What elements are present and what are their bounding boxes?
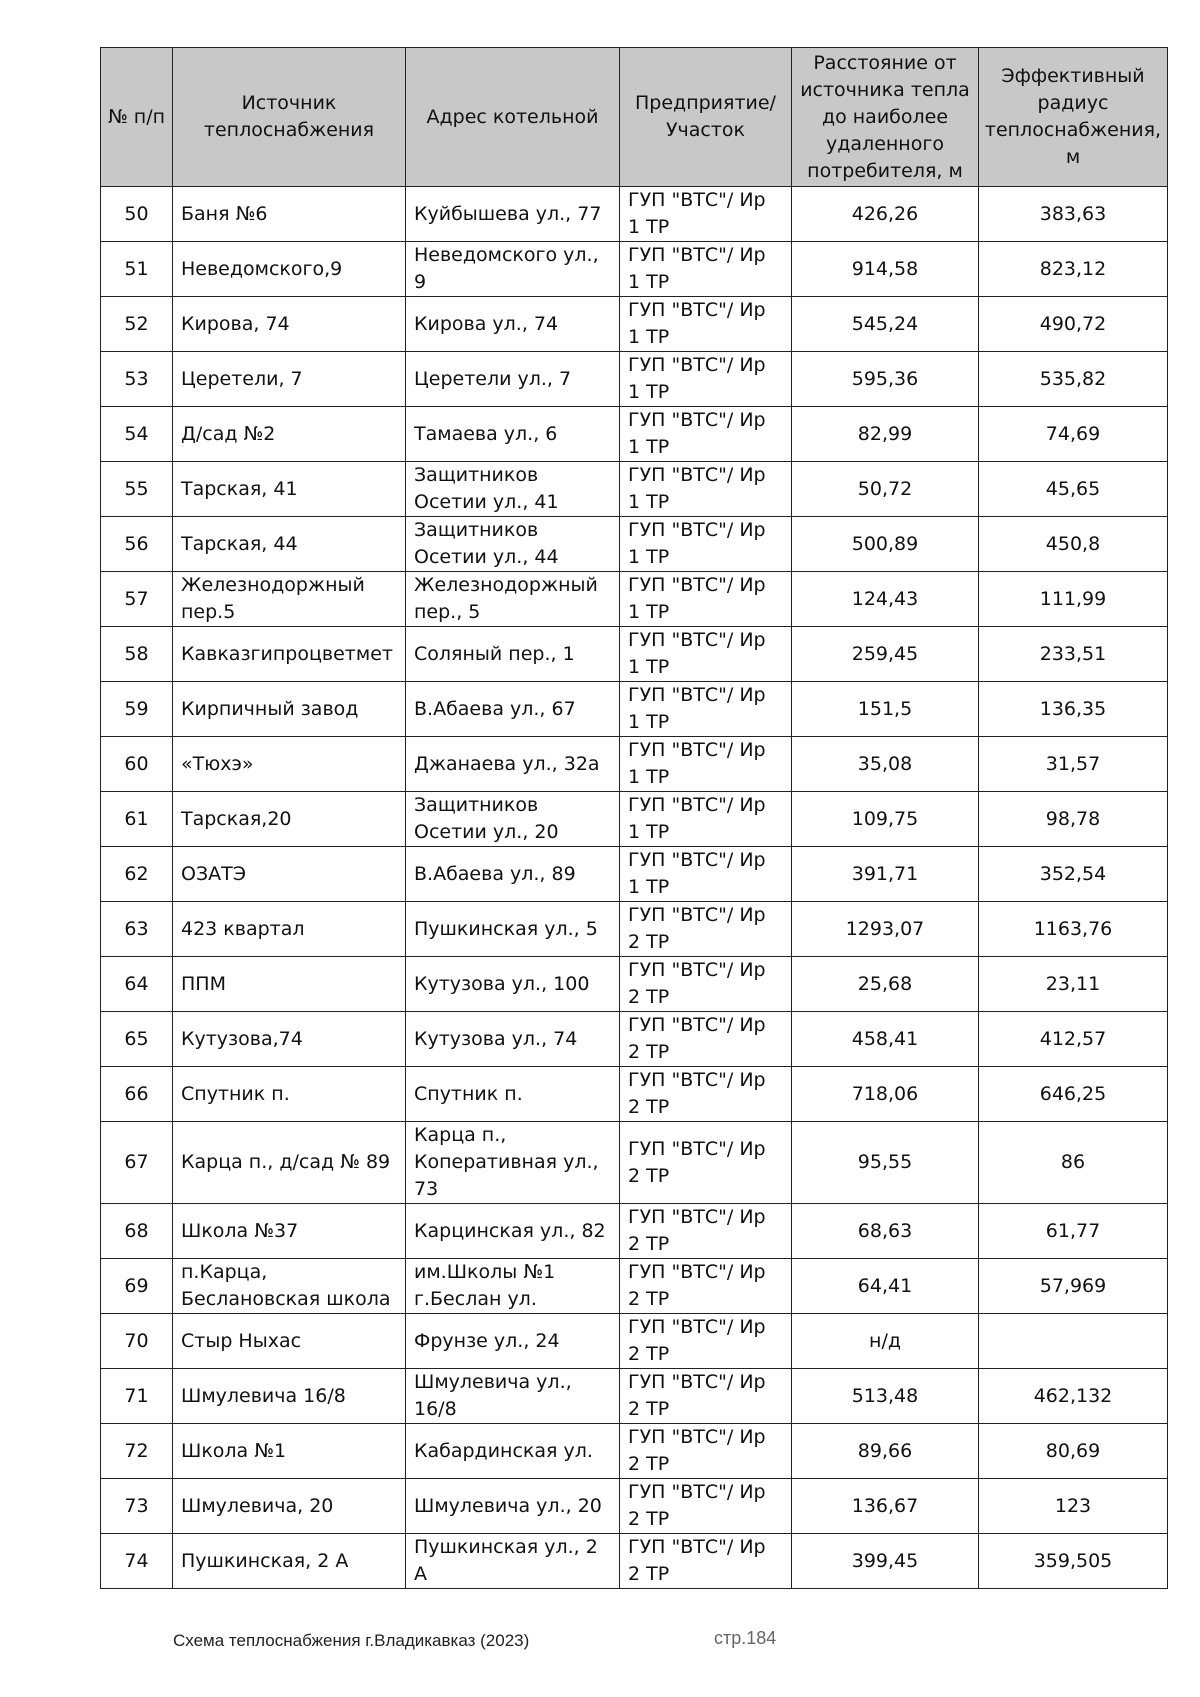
cell-effective-radius: 136,35 xyxy=(979,682,1168,737)
cell-company-section: ГУП "ВТС"/ Ир 2 ТР xyxy=(620,1012,792,1067)
cell-company-section: ГУП "ВТС"/ Ир 1 ТР xyxy=(620,242,792,297)
header-radius: Эффективный радиус теплоснабжения, м xyxy=(979,48,1168,187)
cell-row-number: 69 xyxy=(101,1259,173,1314)
cell-company-section: ГУП "ВТС"/ Ир 2 ТР xyxy=(620,1369,792,1424)
cell-row-number: 64 xyxy=(101,957,173,1012)
cell-max-distance: 259,45 xyxy=(792,627,979,682)
cell-company-section: ГУП "ВТС"/ Ир 1 ТР xyxy=(620,187,792,242)
cell-boiler-address: Тамаева ул., 6 xyxy=(406,407,620,462)
header-company: Предприятие/ Участок xyxy=(620,48,792,187)
cell-boiler-address: Спутник п. xyxy=(406,1067,620,1122)
cell-boiler-address: Джанаева ул., 32а xyxy=(406,737,620,792)
cell-max-distance: 50,72 xyxy=(792,462,979,517)
table-row xyxy=(101,242,1168,297)
cell-effective-radius: 111,99 xyxy=(979,572,1168,627)
table-row xyxy=(101,352,1168,407)
cell-max-distance: 500,89 xyxy=(792,517,979,572)
header-address: Адрес котельной xyxy=(406,48,620,187)
cell-max-distance: 426,26 xyxy=(792,187,979,242)
cell-heat-source: Тарская, 44 xyxy=(173,517,406,572)
cell-effective-radius: 233,51 xyxy=(979,627,1168,682)
cell-heat-source: Стыр Ныхас xyxy=(173,1314,406,1369)
cell-company-section: ГУП "ВТС"/ Ир 1 ТР xyxy=(620,627,792,682)
cell-boiler-address: Карцинская ул., 82 xyxy=(406,1204,620,1259)
cell-boiler-address: Шмулевича ул., 20 xyxy=(406,1479,620,1534)
cell-company-section: ГУП "ВТС"/ Ир 2 ТР xyxy=(620,957,792,1012)
heat-supply-table-container xyxy=(100,47,1168,1589)
cell-company-section: ГУП "ВТС"/ Ир 1 ТР xyxy=(620,792,792,847)
cell-heat-source: Пушкинская, 2 А xyxy=(173,1534,406,1589)
cell-company-section: ГУП "ВТС"/ Ир 2 ТР xyxy=(620,1067,792,1122)
table-row xyxy=(101,682,1168,737)
cell-max-distance: 95,55 xyxy=(792,1122,979,1204)
table-row xyxy=(101,572,1168,627)
cell-boiler-address: Защитников Осетии ул., 44 xyxy=(406,517,620,572)
cell-row-number: 58 xyxy=(101,627,173,682)
cell-row-number: 59 xyxy=(101,682,173,737)
table-row xyxy=(101,1122,1168,1204)
cell-company-section: ГУП "ВТС"/ Ир 1 ТР xyxy=(620,847,792,902)
cell-company-section: ГУП "ВТС"/ Ир 1 ТР xyxy=(620,682,792,737)
cell-max-distance: 64,41 xyxy=(792,1259,979,1314)
cell-heat-source: Неведомского,9 xyxy=(173,242,406,297)
table-row xyxy=(101,792,1168,847)
cell-effective-radius: 352,54 xyxy=(979,847,1168,902)
cell-boiler-address: Кирова ул., 74 xyxy=(406,297,620,352)
cell-max-distance: 151,5 xyxy=(792,682,979,737)
table-row xyxy=(101,957,1168,1012)
cell-max-distance: 399,45 xyxy=(792,1534,979,1589)
cell-effective-radius: 123 xyxy=(979,1479,1168,1534)
cell-row-number: 50 xyxy=(101,187,173,242)
cell-company-section: ГУП "ВТС"/ Ир 2 ТР xyxy=(620,902,792,957)
header-number: № п/п xyxy=(101,48,173,187)
table-row xyxy=(101,1259,1168,1314)
table-row xyxy=(101,1067,1168,1122)
cell-effective-radius: 57,969 xyxy=(979,1259,1168,1314)
cell-heat-source: Церетели, 7 xyxy=(173,352,406,407)
cell-row-number: 57 xyxy=(101,572,173,627)
cell-max-distance: 595,36 xyxy=(792,352,979,407)
cell-max-distance: н/д xyxy=(792,1314,979,1369)
cell-boiler-address: Кутузова ул., 74 xyxy=(406,1012,620,1067)
cell-row-number: 72 xyxy=(101,1424,173,1479)
table-row xyxy=(101,902,1168,957)
cell-effective-radius: 1163,76 xyxy=(979,902,1168,957)
cell-boiler-address: Куйбышева ул., 77 xyxy=(406,187,620,242)
cell-boiler-address: Соляный пер., 1 xyxy=(406,627,620,682)
cell-row-number: 66 xyxy=(101,1067,173,1122)
cell-company-section: ГУП "ВТС"/ Ир 2 ТР xyxy=(620,1479,792,1534)
table-row xyxy=(101,1479,1168,1534)
table-row xyxy=(101,462,1168,517)
header-distance: Расстояние от источника тепла до наиболее удаленного потребителя, м xyxy=(792,48,979,187)
cell-row-number: 65 xyxy=(101,1012,173,1067)
heat-supply-table xyxy=(100,47,1168,1589)
cell-max-distance: 545,24 xyxy=(792,297,979,352)
cell-effective-radius: 383,63 xyxy=(979,187,1168,242)
cell-heat-source: п.Карца, Беслановская школа xyxy=(173,1259,406,1314)
cell-boiler-address: Пушкинская ул., 5 xyxy=(406,902,620,957)
table-row xyxy=(101,1424,1168,1479)
cell-heat-source: Карца п., д/сад № 89 xyxy=(173,1122,406,1204)
cell-boiler-address: им.Школы №1 г.Беслан ул. xyxy=(406,1259,620,1314)
cell-company-section: ГУП "ВТС"/ Ир 2 ТР xyxy=(620,1314,792,1369)
cell-company-section: ГУП "ВТС"/ Ир 2 ТР xyxy=(620,1122,792,1204)
cell-heat-source: Спутник п. xyxy=(173,1067,406,1122)
cell-boiler-address: Пушкинская ул., 2 А xyxy=(406,1534,620,1589)
cell-row-number: 67 xyxy=(101,1122,173,1204)
table-row xyxy=(101,1012,1168,1067)
cell-heat-source: Баня №6 xyxy=(173,187,406,242)
cell-company-section: ГУП "ВТС"/ Ир 2 ТР xyxy=(620,1204,792,1259)
cell-max-distance: 136,67 xyxy=(792,1479,979,1534)
cell-effective-radius: 31,57 xyxy=(979,737,1168,792)
cell-company-section: ГУП "ВТС"/ Ир 2 ТР xyxy=(620,1424,792,1479)
cell-effective-radius: 23,11 xyxy=(979,957,1168,1012)
table-body xyxy=(101,187,1168,1589)
cell-max-distance: 458,41 xyxy=(792,1012,979,1067)
cell-heat-source: «Тюхэ» xyxy=(173,737,406,792)
cell-boiler-address: Фрунзе ул., 24 xyxy=(406,1314,620,1369)
cell-row-number: 73 xyxy=(101,1479,173,1534)
table-row xyxy=(101,737,1168,792)
cell-effective-radius: 823,12 xyxy=(979,242,1168,297)
cell-effective-radius: 490,72 xyxy=(979,297,1168,352)
cell-heat-source: Кирпичный завод xyxy=(173,682,406,737)
table-row xyxy=(101,1204,1168,1259)
cell-company-section: ГУП "ВТС"/ Ир 2 ТР xyxy=(620,1534,792,1589)
cell-effective-radius: 412,57 xyxy=(979,1012,1168,1067)
cell-company-section: ГУП "ВТС"/ Ир 1 ТР xyxy=(620,352,792,407)
cell-max-distance: 35,08 xyxy=(792,737,979,792)
cell-max-distance: 1293,07 xyxy=(792,902,979,957)
cell-max-distance: 109,75 xyxy=(792,792,979,847)
table-header xyxy=(101,48,1168,187)
cell-boiler-address: Неведомского ул., 9 xyxy=(406,242,620,297)
cell-effective-radius: 98,78 xyxy=(979,792,1168,847)
cell-boiler-address: Церетели ул., 7 xyxy=(406,352,620,407)
cell-heat-source: Шмулевича 16/8 xyxy=(173,1369,406,1424)
cell-max-distance: 82,99 xyxy=(792,407,979,462)
cell-effective-radius: 462,132 xyxy=(979,1369,1168,1424)
cell-effective-radius: 86 xyxy=(979,1122,1168,1204)
cell-boiler-address: Железнодоржный пер., 5 xyxy=(406,572,620,627)
cell-row-number: 56 xyxy=(101,517,173,572)
cell-row-number: 71 xyxy=(101,1369,173,1424)
page-number: стр.184 xyxy=(714,1628,777,1648)
cell-boiler-address: В.Абаева ул., 89 xyxy=(406,847,620,902)
cell-heat-source: Шмулевича, 20 xyxy=(173,1479,406,1534)
footer-title: Схема теплоснабжения г.Владикавказ (2023) xyxy=(173,1631,530,1650)
header-row xyxy=(101,48,1168,187)
header-source: Источник теплоснабжения xyxy=(173,48,406,187)
cell-company-section: ГУП "ВТС"/ Ир 1 ТР xyxy=(620,297,792,352)
cell-effective-radius: 359,505 xyxy=(979,1534,1168,1589)
cell-row-number: 55 xyxy=(101,462,173,517)
cell-row-number: 54 xyxy=(101,407,173,462)
cell-company-section: ГУП "ВТС"/ Ир 1 ТР xyxy=(620,572,792,627)
cell-boiler-address: В.Абаева ул., 67 xyxy=(406,682,620,737)
table-row xyxy=(101,627,1168,682)
cell-heat-source: Школа №37 xyxy=(173,1204,406,1259)
cell-max-distance: 914,58 xyxy=(792,242,979,297)
cell-effective-radius: 74,69 xyxy=(979,407,1168,462)
cell-company-section: ГУП "ВТС"/ Ир 1 ТР xyxy=(620,462,792,517)
cell-heat-source: Кавказгипроцветмет xyxy=(173,627,406,682)
cell-effective-radius: 646,25 xyxy=(979,1067,1168,1122)
table-row xyxy=(101,187,1168,242)
cell-heat-source: 423 квартал xyxy=(173,902,406,957)
cell-boiler-address: Кабардинская ул. xyxy=(406,1424,620,1479)
cell-heat-source: Д/сад №2 xyxy=(173,407,406,462)
table-row xyxy=(101,1534,1168,1589)
cell-heat-source: ОЗАТЭ xyxy=(173,847,406,902)
cell-max-distance: 124,43 xyxy=(792,572,979,627)
cell-heat-source: Тарская,20 xyxy=(173,792,406,847)
table-row xyxy=(101,1314,1168,1369)
cell-company-section: ГУП "ВТС"/ Ир 1 ТР xyxy=(620,517,792,572)
cell-heat-source: ППМ xyxy=(173,957,406,1012)
table-row xyxy=(101,297,1168,352)
cell-row-number: 53 xyxy=(101,352,173,407)
cell-effective-radius: 45,65 xyxy=(979,462,1168,517)
cell-company-section: ГУП "ВТС"/ Ир 1 ТР xyxy=(620,407,792,462)
cell-company-section: ГУП "ВТС"/ Ир 2 ТР xyxy=(620,1259,792,1314)
cell-row-number: 74 xyxy=(101,1534,173,1589)
cell-row-number: 61 xyxy=(101,792,173,847)
cell-boiler-address: Защитников Осетии ул., 20 xyxy=(406,792,620,847)
cell-row-number: 63 xyxy=(101,902,173,957)
cell-max-distance: 718,06 xyxy=(792,1067,979,1122)
cell-company-section: ГУП "ВТС"/ Ир 1 ТР xyxy=(620,737,792,792)
cell-max-distance: 391,71 xyxy=(792,847,979,902)
cell-heat-source: Кирова, 74 xyxy=(173,297,406,352)
cell-heat-source: Школа №1 xyxy=(173,1424,406,1479)
cell-effective-radius: 450,8 xyxy=(979,517,1168,572)
cell-boiler-address: Шмулевича ул., 16/8 xyxy=(406,1369,620,1424)
cell-row-number: 60 xyxy=(101,737,173,792)
cell-effective-radius: 80,69 xyxy=(979,1424,1168,1479)
cell-row-number: 51 xyxy=(101,242,173,297)
cell-boiler-address: Защитников Осетии ул., 41 xyxy=(406,462,620,517)
table-row xyxy=(101,407,1168,462)
cell-max-distance: 25,68 xyxy=(792,957,979,1012)
cell-heat-source: Железнодоржный пер.5 xyxy=(173,572,406,627)
cell-effective-radius: 61,77 xyxy=(979,1204,1168,1259)
cell-row-number: 62 xyxy=(101,847,173,902)
cell-boiler-address: Карца п., Коперативная ул., 73 xyxy=(406,1122,620,1204)
cell-effective-radius: 535,82 xyxy=(979,352,1168,407)
table-row xyxy=(101,517,1168,572)
cell-row-number: 52 xyxy=(101,297,173,352)
cell-heat-source: Кутузова,74 xyxy=(173,1012,406,1067)
cell-effective-radius xyxy=(979,1314,1168,1369)
table-row xyxy=(101,847,1168,902)
cell-max-distance: 89,66 xyxy=(792,1424,979,1479)
cell-row-number: 68 xyxy=(101,1204,173,1259)
cell-heat-source: Тарская, 41 xyxy=(173,462,406,517)
cell-row-number: 70 xyxy=(101,1314,173,1369)
cell-max-distance: 68,63 xyxy=(792,1204,979,1259)
table-row xyxy=(101,1369,1168,1424)
cell-max-distance: 513,48 xyxy=(792,1369,979,1424)
cell-boiler-address: Кутузова ул., 100 xyxy=(406,957,620,1012)
